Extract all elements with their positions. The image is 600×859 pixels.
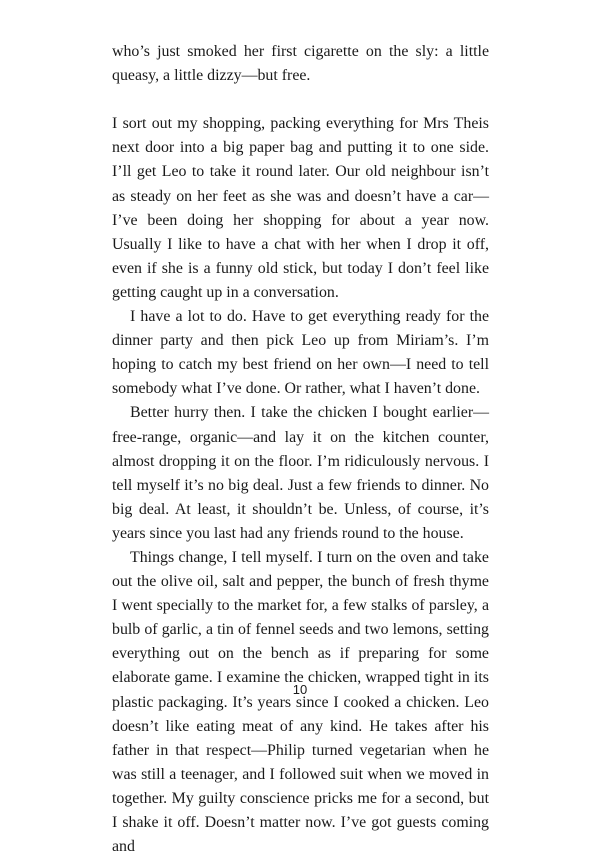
paragraph: Things change, I tell myself. I turn on the oven and take out the olive oil, salt and pepper, the bunch of fresh thyme I went specially to the market for, a few stalks of parsley, a bulb of garlic, a tin of fennel seeds and two lemons, setting everything out on the bench as if preparing for some elaborate game. I examine the chicken, wrapped tight in its plastic packaging. It’s years since I cooked a chicken. Leo doesn’t like eating meat of any kind. He takes after his father in that respect—Philip turned vegetarian when he was still a teenager, and I followed suit when we moved in together. My guilty conscience pricks me for a second, but I shake it off. Doesn’t matter now. I’ve got guests coming and — [112, 548, 489, 856]
paragraph: Better hurry then. I take the chicken I bought earlier—free-range, organic—and lay it on the kitchen counter, almost dropping it on the floor. I’m ridiculously nervous. I tell myself it’s no big deal. Just a few friends to dinner. No big deal. At least, it shouldn’t be. Unless, of course, it’s years since you last had any friends round to the house. — [112, 404, 489, 542]
body-text — [112, 40, 489, 859]
paragraph-continuation: who’s just smoked her first cigarette on the sly: a little queasy, a little dizzy—but free. — [112, 43, 489, 85]
page-number: 10 — [292, 682, 308, 697]
paragraph: I have a lot to do. Have to get everything ready for the dinner party and then pick Leo up from Miriam’s. I’m hoping to catch my best friend on her own—I need to tell somebody what I’ve done. Or rather, what I haven’t done. — [112, 308, 489, 398]
paragraph-section-start: I sort out my shopping, packing everything for Mrs Theis next door into a big paper bag and putting it to one side. I’ll get Leo to take it round later. Our old neighbour isn’t as steady on her feet as she was and doesn’t have a car—I’ve been doing her shopping for about a year now. Usually I like to have a chat with her when I drop it off, even if she is a funny old stick, but today I don’t feel like getting caught up in a conversation. — [112, 115, 489, 301]
